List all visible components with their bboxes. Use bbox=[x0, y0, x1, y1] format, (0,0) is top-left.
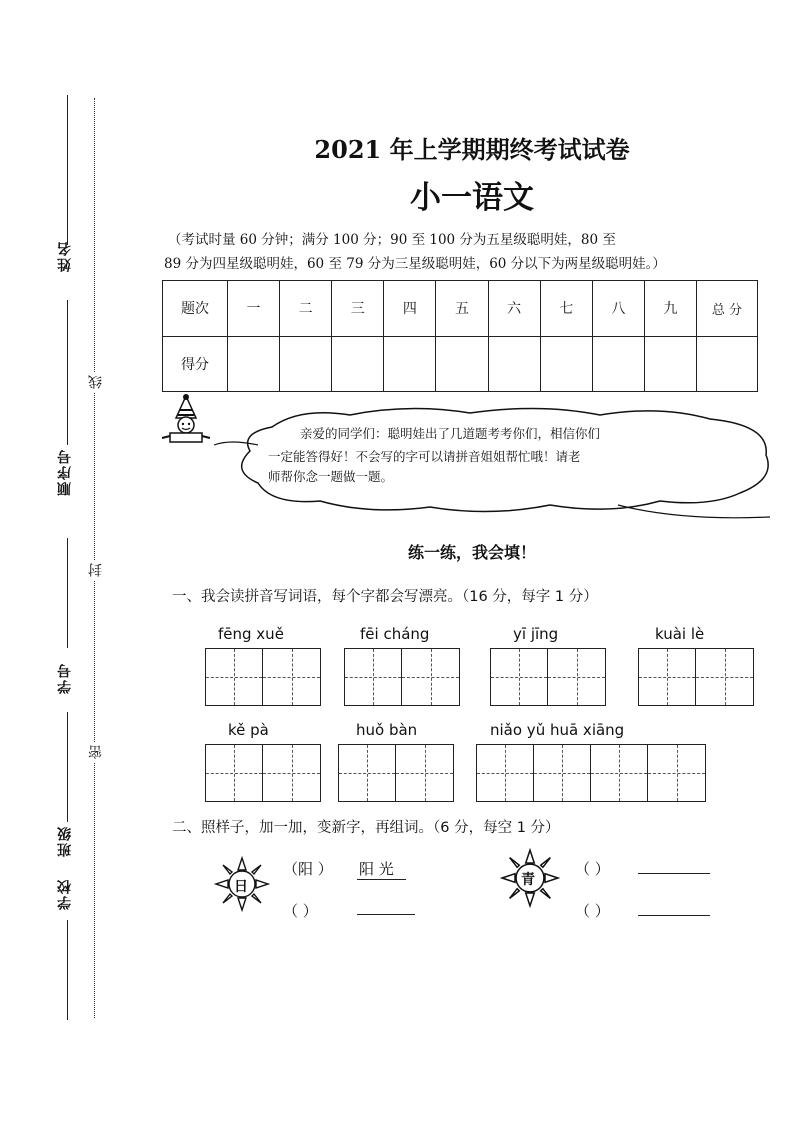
score-cell[interactable] bbox=[436, 336, 488, 392]
tianzige-cell[interactable] bbox=[206, 649, 263, 705]
pinyin-label: kě pà bbox=[228, 721, 269, 739]
exam-title: 2021 年上学期期终考试试卷 bbox=[314, 135, 630, 164]
score-header-cell: 六 bbox=[488, 281, 540, 337]
pinyin-label: fēng xuě bbox=[218, 625, 284, 643]
answer-paren[interactable]: （ ） bbox=[283, 902, 318, 920]
school-line bbox=[67, 920, 68, 1020]
name-label: 姓名 bbox=[57, 240, 73, 272]
subject-title: 小一语文 bbox=[410, 180, 534, 216]
class-label: 班级 bbox=[57, 825, 73, 857]
tianzige-cell[interactable] bbox=[339, 745, 396, 801]
class-line bbox=[67, 712, 68, 822]
score-header-cell: 三 bbox=[332, 281, 384, 337]
score-header-cell: 八 bbox=[592, 281, 644, 337]
greeting-line-1: 亲爱的同学们：聪明娃出了几道题考考你们，相信你们 bbox=[300, 426, 601, 441]
writing-grid[interactable] bbox=[638, 648, 754, 706]
score-cell[interactable] bbox=[228, 336, 280, 392]
pinyin-label: fēi cháng bbox=[360, 625, 430, 643]
writing-grid[interactable] bbox=[490, 648, 606, 706]
seal-mark-seal: 封 bbox=[86, 560, 106, 580]
score-table bbox=[162, 280, 758, 392]
tianzige-cell[interactable] bbox=[648, 745, 705, 801]
score-header-cell: 题次 bbox=[163, 281, 228, 337]
pinyin-label: yī jīng bbox=[513, 625, 559, 643]
writing-grid[interactable] bbox=[338, 744, 454, 802]
pinyin-label: huǒ bàn bbox=[356, 721, 418, 739]
example-char: （阳 ） bbox=[283, 860, 333, 878]
answer-paren[interactable]: （ ） bbox=[575, 860, 610, 878]
tianzige-cell[interactable] bbox=[206, 745, 263, 801]
school-label: 学校 bbox=[57, 878, 73, 910]
tianzige-cell[interactable] bbox=[477, 745, 534, 801]
order-number-label: 顺序号 bbox=[57, 448, 73, 496]
sun-center-char: 青 bbox=[521, 872, 535, 888]
score-header-cell: 五 bbox=[436, 281, 488, 337]
tianzige-cell[interactable] bbox=[591, 745, 648, 801]
score-table-score-row bbox=[163, 336, 758, 392]
student-id-label: 学号 bbox=[57, 662, 73, 694]
question-1-prompt: 一、我会读拼音写词语，每个字都会写漂亮。（16 分，每字 1 分） bbox=[172, 589, 598, 605]
order-number-line bbox=[67, 300, 68, 445]
tianzige-cell[interactable] bbox=[396, 745, 453, 801]
score-cell[interactable] bbox=[592, 336, 644, 392]
writing-grid[interactable] bbox=[476, 744, 706, 802]
score-cell[interactable] bbox=[540, 336, 592, 392]
exam-note-line-2: 89 分为四星级聪明娃，60 至 79 分为三星级聪明娃，60 分以下为两星级聪明娃。） bbox=[164, 256, 666, 272]
score-cell[interactable] bbox=[697, 336, 758, 392]
score-cell[interactable] bbox=[488, 336, 540, 392]
tianzige-cell[interactable] bbox=[534, 745, 591, 801]
score-header-cell: 九 bbox=[644, 281, 696, 337]
score-header-cell: 一 bbox=[228, 281, 280, 337]
score-cell[interactable] bbox=[644, 336, 696, 392]
example-word: 阳 光 bbox=[357, 858, 406, 880]
answer-blank[interactable] bbox=[357, 914, 415, 915]
tianzige-cell[interactable] bbox=[345, 649, 402, 705]
score-cell[interactable] bbox=[332, 336, 384, 392]
tianzige-cell[interactable] bbox=[696, 649, 753, 705]
question-2-prompt: 二、照样子，加一加，变新字，再组词。（6 分，每空 1 分） bbox=[172, 820, 560, 836]
pinyin-label: niǎo yǔ huā xiāng bbox=[490, 721, 625, 739]
score-cell[interactable] bbox=[280, 336, 332, 392]
score-table-header-row bbox=[163, 281, 758, 337]
seal-mark-secret: 密 bbox=[86, 742, 106, 762]
tianzige-cell[interactable] bbox=[491, 649, 548, 705]
tianzige-cell[interactable] bbox=[402, 649, 459, 705]
section-title: 练一练，我会填！ bbox=[407, 543, 536, 562]
tianzige-cell[interactable] bbox=[263, 649, 320, 705]
seal-mark-line: 线 bbox=[86, 372, 106, 392]
writing-grid[interactable] bbox=[344, 648, 460, 706]
tianzige-cell[interactable] bbox=[263, 745, 320, 801]
tianzige-cell[interactable] bbox=[548, 649, 605, 705]
answer-blank[interactable] bbox=[638, 915, 710, 916]
greeting-line-3: 师帮你念一题做一题。 bbox=[268, 469, 394, 484]
pinyin-label: kuài lè bbox=[655, 625, 705, 643]
answer-paren[interactable]: （ ） bbox=[575, 902, 610, 920]
answer-blank[interactable] bbox=[638, 873, 710, 874]
score-header-cell: 总 分 bbox=[697, 281, 758, 337]
writing-grid[interactable] bbox=[205, 744, 321, 802]
exam-note-line-1: （考试时量 60 分钟；满分 100 分；90 至 100 分为五星级聪明娃，80 至 bbox=[168, 232, 616, 248]
writing-grid[interactable] bbox=[205, 648, 321, 706]
sun-center-char: 日 bbox=[234, 879, 248, 895]
score-header-cell: 四 bbox=[384, 281, 436, 337]
score-row-label: 得分 bbox=[163, 336, 228, 392]
score-header-cell: 二 bbox=[280, 281, 332, 337]
score-cell[interactable] bbox=[384, 336, 436, 392]
mascot-clown-icon bbox=[160, 394, 212, 444]
score-header-cell: 七 bbox=[540, 281, 592, 337]
greeting-line-2: 一定能答得好！不会写的字可以请拼音姐姐帮忙哦！请老 bbox=[268, 449, 581, 464]
name-line bbox=[67, 95, 68, 245]
tianzige-cell[interactable] bbox=[639, 649, 696, 705]
